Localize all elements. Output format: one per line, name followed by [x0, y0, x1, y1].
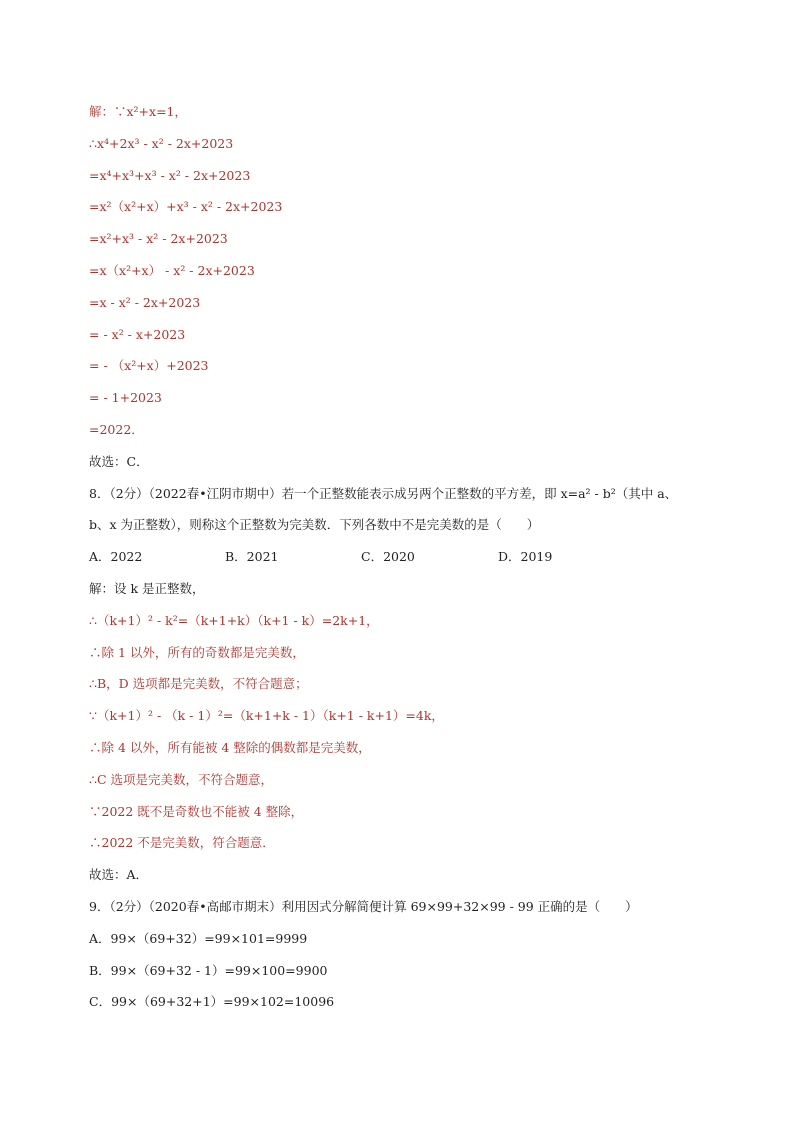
q7-solution-line-6: =x（x²+x） - x² - 2x+2023 — [89, 263, 255, 278]
q7-solution-line-1: 解：∵x²+x=1， — [89, 104, 188, 119]
q9-option-c: C．99×（69+32+1）=99×102=10096 — [89, 994, 335, 1009]
q7-solution-line-10: = - 1+2023 — [89, 390, 162, 405]
q7-solution-line-8: = - x² - x+2023 — [89, 327, 186, 342]
q7-solution-line-3: =x⁴+x³+x³ - x² - 2x+2023 — [89, 168, 251, 183]
q8-solution-line-7: ∴C 选项是完美数，不符合题意， — [89, 772, 273, 787]
q7-solution-line-11: =2022． — [89, 422, 144, 437]
q9-stem: 9．（2分）（2020春•高邮市期末）利用因式分解简便计算 69×99+32×99 - 99 正确的是（ ） — [89, 899, 638, 914]
q8-solution-line-4: ∴B，D 选项都是完美数，不符合题意； — [89, 676, 308, 691]
q7-answer: 故选：C． — [89, 454, 149, 469]
q8-answer: 故选：A． — [89, 867, 149, 882]
q7-solution-line-9: = - （x²+x）+2023 — [89, 358, 209, 373]
q7-solution-line-4: =x²（x²+x）+x³ - x² - 2x+2023 — [89, 199, 283, 214]
q9-option-a: A．99×（69+32）=99×101=9999 — [89, 931, 308, 946]
q8-solution-line-3: ∴除 1 以外，所有的奇数都是完美数， — [89, 645, 305, 660]
q8-stem-line-1: 8．（2分）（2022春•江阴市期中）若一个正整数能表示成另两个正整数的平方差，即 x=a² - b²（其中 a、 — [89, 486, 678, 501]
q8-option-d: D．2019 — [498, 549, 553, 564]
q9-option-b: B．99×（69+32 - 1）=99×100=9900 — [89, 963, 328, 978]
q8-option-c: C．2020 — [361, 549, 415, 564]
q8-solution-line-5: ∵（k+1）² - （k - 1）²=（k+1+k - 1）（k+1 - k+1）=4k， — [89, 708, 444, 723]
q8-option-b: B．2021 — [225, 549, 279, 564]
q8-solution-line-8: ∵2022 既不是奇数也不能被 4 整除， — [89, 804, 304, 819]
q8-solution-line-6: ∴除 4 以外，所有能被 4 整除的偶数都是完美数， — [89, 740, 371, 755]
q7-solution-line-5: =x²+x³ - x² - 2x+2023 — [89, 231, 228, 246]
q7-solution-line-7: =x - x² - 2x+2023 — [89, 295, 201, 310]
q8-options — [89, 549, 609, 565]
q8-option-a: A．2022 — [89, 549, 143, 564]
q8-stem-line-2: b、x 为正整数），则称这个正整数为完美数．下列各数中不是完美数的是（ ） — [89, 517, 540, 532]
q8-solution-line-1: 解：设 k 是正整数， — [89, 581, 205, 596]
q7-solution-line-2: ∴x⁴+2x³ - x² - 2x+2023 — [89, 136, 234, 151]
q8-solution-line-2: ∴（k+1）² - k²=（k+1+k）（k+1 - k）=2k+1， — [89, 613, 379, 628]
q8-solution-line-9: ∴2022 不是完美数，符合题意． — [89, 835, 275, 850]
